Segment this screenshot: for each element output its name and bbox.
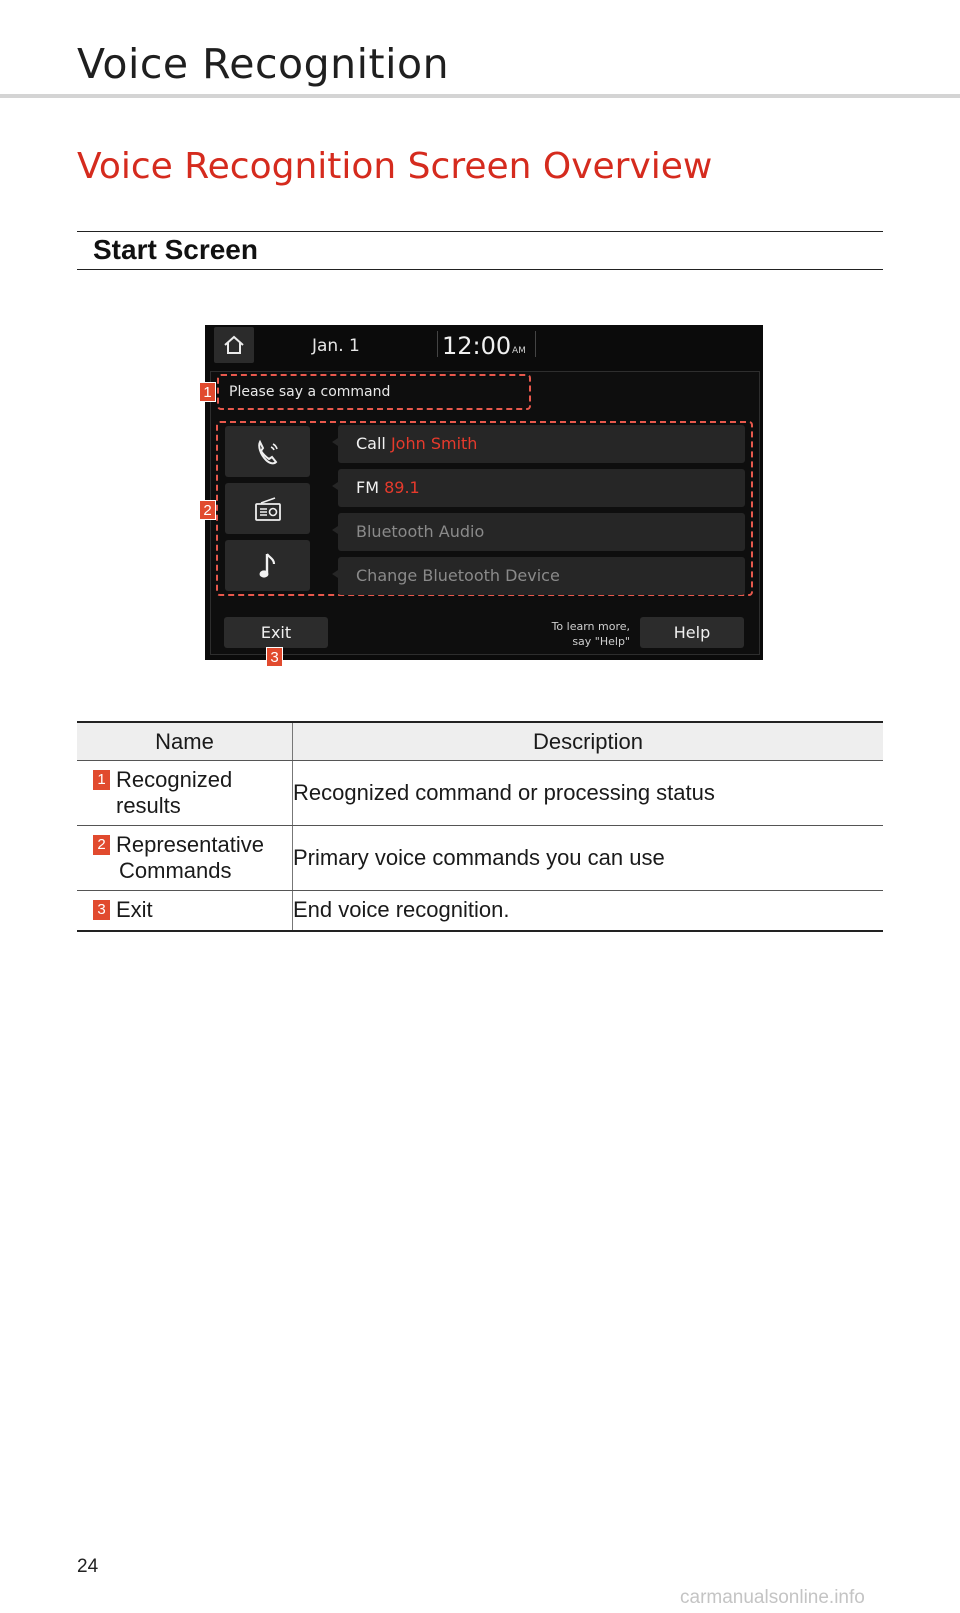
radio-icon	[253, 494, 283, 524]
help-tip-line2: say "Help"	[572, 635, 630, 648]
command-highlight: 89.1	[384, 478, 420, 497]
command-prefix: Bluetooth Audio	[356, 522, 485, 541]
help-tip-line1: To learn more,	[551, 620, 630, 633]
command-highlight: John Smith	[390, 434, 478, 453]
command-fm[interactable]	[338, 469, 745, 507]
command-bluetooth-audio[interactable]	[338, 513, 745, 551]
header-name: Name	[77, 722, 293, 761]
music-note-icon	[256, 551, 280, 581]
home-icon	[223, 335, 245, 355]
watermark: carmanualsonline.info	[680, 1587, 865, 1608]
command-prefix: Call	[356, 434, 391, 453]
music-tile[interactable]	[225, 540, 310, 591]
subsection-rule-top	[77, 231, 883, 232]
command-change-bluetooth-device[interactable]	[338, 557, 745, 595]
name-line2: Commands	[119, 858, 232, 883]
voice-recognition-screen	[205, 325, 763, 660]
subsection-rule-bottom	[77, 269, 883, 270]
help-button[interactable]: Help	[640, 617, 744, 648]
page-number: 24	[77, 1556, 99, 1577]
status-date: Jan. 1	[312, 336, 360, 356]
header-description: Description	[293, 722, 884, 761]
status-time: 12:00	[442, 332, 512, 360]
name-line1: Recognized	[116, 767, 233, 792]
phone-tile[interactable]	[225, 426, 310, 477]
table-header-row	[77, 722, 883, 761]
recognized-results: Please say a command	[217, 374, 531, 410]
description-cell: End voice recognition.	[293, 891, 884, 931]
number-badge: 1	[93, 770, 110, 790]
command-prefix: Change Bluetooth Device	[356, 566, 560, 585]
phone-icon	[254, 438, 282, 466]
name-line1: Representative	[116, 832, 264, 857]
description-cell: Primary voice commands you can use	[293, 826, 884, 891]
number-badge: 3	[93, 900, 110, 920]
status-divider	[535, 331, 536, 357]
chapter-title: Voice Recognition	[77, 40, 450, 88]
description-table	[77, 721, 883, 932]
table-row	[77, 826, 883, 891]
home-button[interactable]	[214, 327, 254, 363]
name-cell	[77, 761, 293, 826]
status-divider	[437, 331, 438, 357]
exit-button[interactable]: Exit	[224, 617, 328, 648]
command-call[interactable]	[338, 425, 745, 463]
callout-3: 3	[266, 647, 283, 667]
name-cell	[77, 826, 293, 891]
table-row	[77, 891, 883, 931]
name-line2: results	[116, 793, 181, 818]
status-ampm: AM	[512, 346, 526, 356]
name-cell	[77, 891, 293, 931]
name-line1: Exit	[116, 897, 153, 923]
command-prefix: FM	[356, 478, 385, 497]
chapter-divider	[0, 94, 960, 98]
number-badge: 2	[93, 835, 110, 855]
callout-1: 1	[199, 382, 216, 402]
subsection-title: Start Screen	[93, 234, 258, 265]
help-tip	[495, 619, 630, 649]
section-title: Voice Recognition Screen Overview	[77, 146, 713, 187]
name-text	[116, 832, 264, 884]
name-text	[116, 767, 232, 819]
description-cell: Recognized command or processing status	[293, 761, 884, 826]
callout-2: 2	[199, 500, 216, 520]
table-row	[77, 761, 883, 826]
radio-tile[interactable]	[225, 483, 310, 534]
